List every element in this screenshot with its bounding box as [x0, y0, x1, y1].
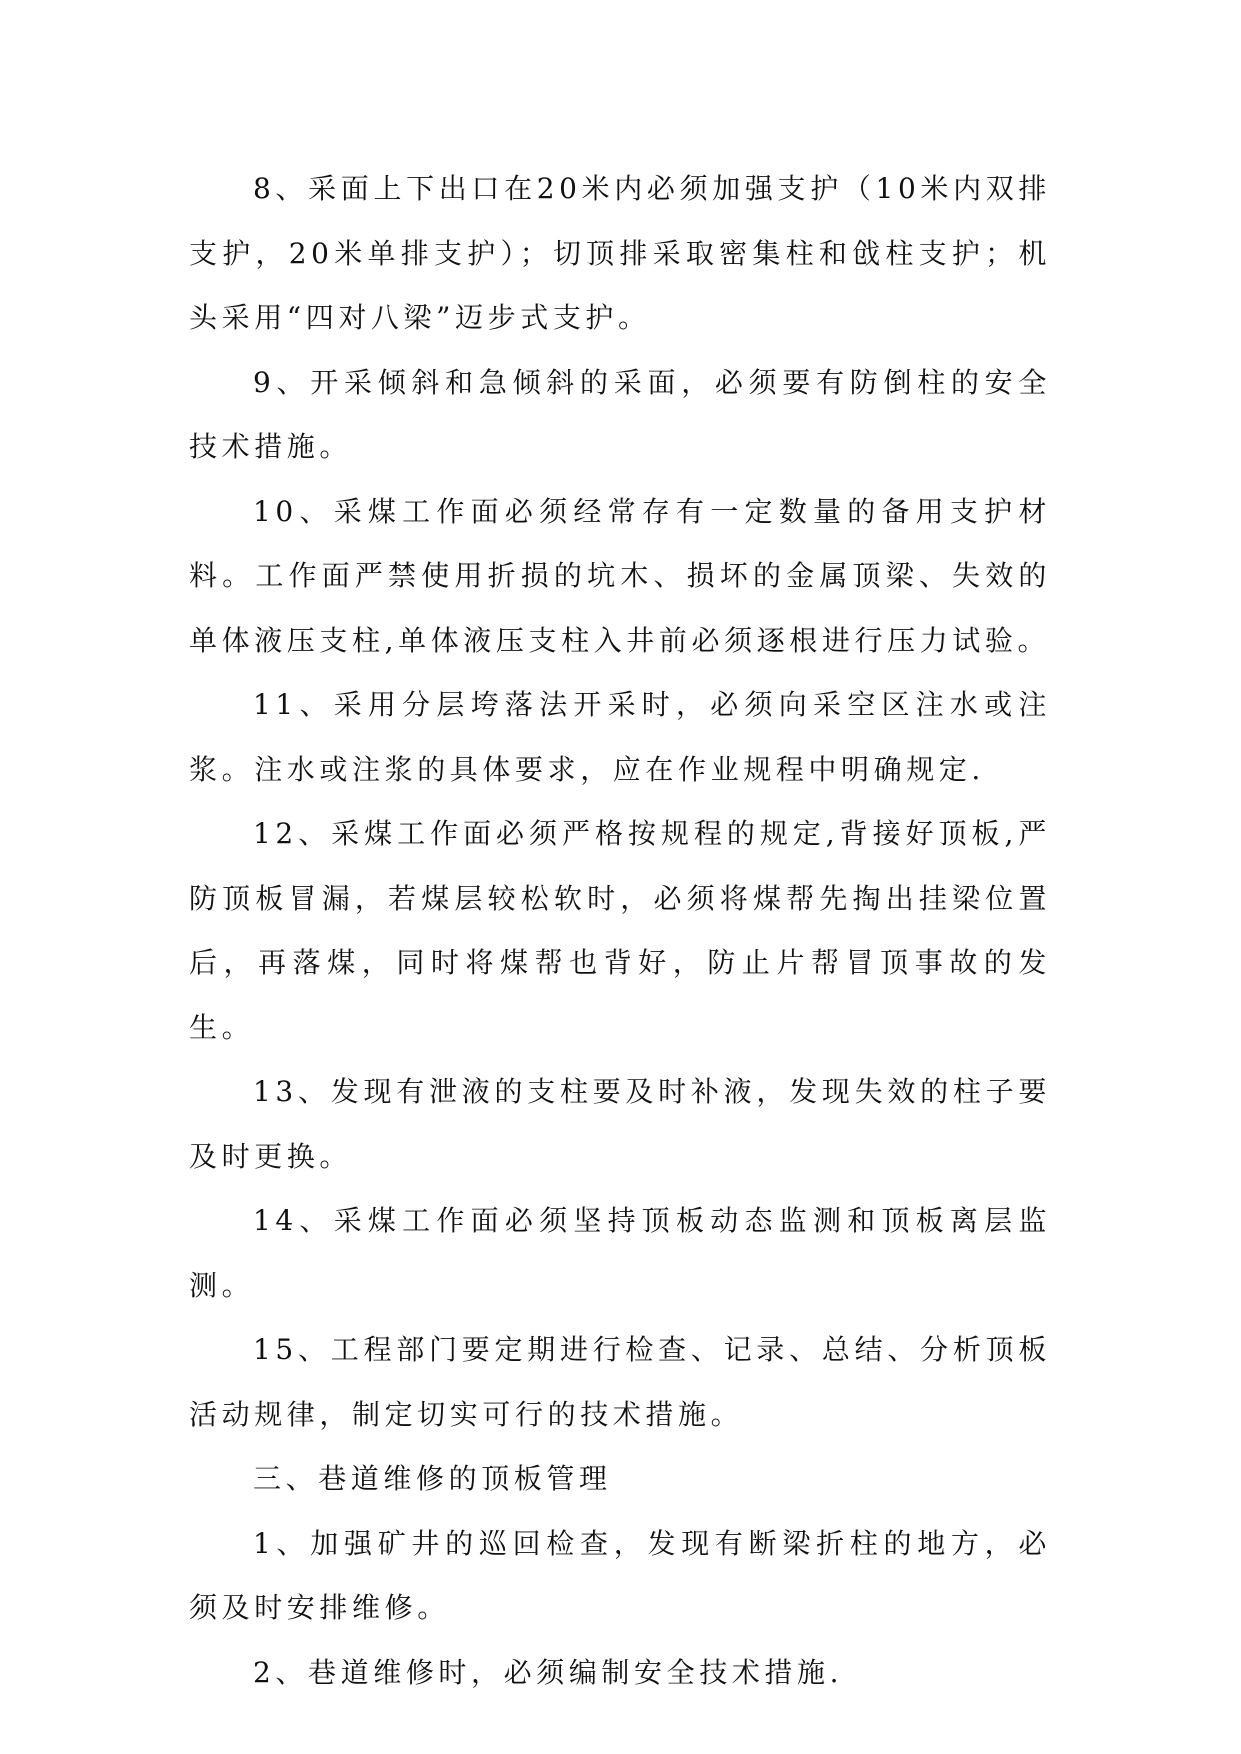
document-body: [189, 157, 1051, 1705]
paragraph-item-8-face-exit-support: 8、采面上下出口在20米内必须加强支护（10米内双排支护，20米单排支护）；切顶排采取密集柱和戗柱支护；机头采用“四对八梁”迈步式支护。: [189, 172, 1051, 334]
paragraph-item-1-patrol-inspection: 1、加强矿井的巡回检查，发现有断梁折柱的地方，必须及时安排维修。: [189, 1526, 1051, 1624]
paragraph-item-12-roof-backing: 12、采煤工作面必须严格按规程的规定,背接好顶板,严防顶板冒漏，若煤层较松软时，必须将煤帮先掏出挂梁位置后，再落煤，同时将煤帮也背好，防止片帮冒顶事故的发生。: [189, 817, 1051, 1044]
paragraph-item-14-roof-monitoring: 14、采煤工作面必须坚持顶板动态监测和顶板离层监测。: [189, 1204, 1051, 1302]
paragraph-item-11-goaf-injection: 11、采用分层垮落法开采时，必须向采空区注水或注浆。注水或注浆的具体要求，应在作业规程中明确规定.: [189, 688, 1051, 786]
paragraph-item-10-spare-materials: 10、采煤工作面必须经常存有一定数量的备用支护材料。工作面严禁使用折损的坑木、损坏的金属顶梁、失效的单体液压支柱,单体液压支柱入井前必须逐根进行压力试验。: [189, 494, 1051, 657]
paragraph-item-9-inclined-face: 9、开采倾斜和急倾斜的采面，必须要有防倒柱的安全技术措施。: [189, 365, 1051, 463]
paragraph-item-2-safety-measures: 2、巷道维修时，必须编制安全技术措施.: [253, 1655, 844, 1689]
section-heading-roadway-maintenance: 三、巷道维修的顶板管理: [253, 1462, 612, 1495]
paragraph-item-15-inspection: 15、工程部门要定期进行检查、记录、总结、分析顶板活动规律，制定切实可行的技术措施。: [189, 1333, 1051, 1431]
paragraph-item-13-leaking-props: 13、发现有泄液的支柱要及时补液，发现失效的柱子要及时更换。: [189, 1075, 1051, 1173]
